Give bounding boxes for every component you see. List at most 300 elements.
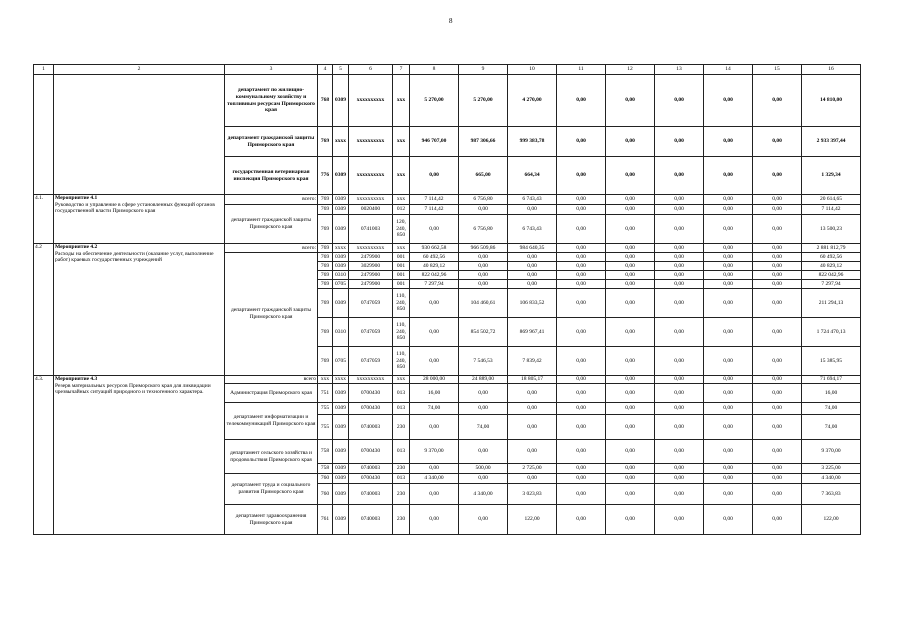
value-cell: 14 810,00: [802, 75, 861, 127]
value-cell: 0,00: [655, 376, 704, 384]
value-cell: 16,00: [410, 384, 459, 403]
value-cell: 0,00: [557, 75, 606, 127]
value-cell: 2479900: [349, 280, 393, 289]
value-cell: 869 967,41: [508, 318, 557, 347]
value-cell: 0,00: [557, 289, 606, 318]
item-title: Мероприятие 4.1: [55, 195, 98, 201]
value-cell: 6 756,80: [459, 215, 508, 244]
value-cell: 122,00: [508, 505, 557, 535]
value-cell: 761: [318, 505, 333, 535]
value-cell: 0,00: [557, 440, 606, 464]
value-cell: 0,00: [606, 271, 655, 280]
value-cell: 0,00: [704, 484, 753, 505]
value-cell: 0,00: [459, 280, 508, 289]
executor-org: департамент гражданской защиты Приморского края: [225, 205, 318, 244]
value-cell: 0,00: [410, 289, 459, 318]
value-cell: 0309: [333, 195, 349, 205]
value-cell: 0,00: [606, 289, 655, 318]
value-cell: 0309: [333, 205, 349, 215]
value-cell: 0,00: [557, 403, 606, 415]
column-header: 8: [410, 65, 459, 75]
value-cell: 0741003: [349, 215, 393, 244]
value-cell: 0309: [333, 403, 349, 415]
value-cell: 0,00: [557, 253, 606, 262]
value-cell: 0,00: [655, 464, 704, 474]
item-name: [54, 75, 225, 195]
value-cell: 0,00: [557, 195, 606, 205]
value-cell: 0,00: [557, 376, 606, 384]
value-cell: 0309: [333, 440, 349, 464]
executor-org: всего:: [225, 244, 318, 253]
value-cell: 0,00: [606, 376, 655, 384]
value-cell: 0,00: [655, 280, 704, 289]
value-cell: 0,00: [704, 505, 753, 535]
value-cell: 769: [318, 347, 333, 376]
value-cell: 0,00: [704, 347, 753, 376]
value-cell: 16,00: [802, 384, 861, 403]
item-number: 4.1.: [34, 195, 54, 244]
value-cell: 104 460,61: [459, 289, 508, 318]
value-cell: 0,00: [753, 403, 802, 415]
value-cell: 758: [318, 440, 333, 464]
value-cell: 74,00: [459, 415, 508, 440]
value-cell: xxx: [393, 75, 410, 127]
value-cell: 0,00: [753, 415, 802, 440]
executor-org: департамент труда и социального развития Приморского края: [225, 474, 318, 505]
value-cell: 0,00: [753, 280, 802, 289]
value-cell: 24 889,00: [459, 376, 508, 384]
column-header: 13: [655, 65, 704, 75]
value-cell: 20 614,65: [802, 195, 861, 205]
item-title: Мероприятие 4.3: [55, 376, 98, 382]
value-cell: 0,00: [606, 75, 655, 127]
value-cell: 0,00: [508, 280, 557, 289]
value-cell: 987 306,66: [459, 127, 508, 157]
value-cell: 0705: [333, 280, 349, 289]
value-cell: 74,00: [802, 415, 861, 440]
value-cell: 0,00: [557, 464, 606, 474]
executor-org: департамент информатизации и телекоммуникаций Приморского края: [225, 403, 318, 440]
value-cell: 0,00: [753, 253, 802, 262]
value-cell: 0747059: [349, 289, 393, 318]
value-cell: xxx: [393, 195, 410, 205]
value-cell: 013: [393, 403, 410, 415]
column-header: 5: [333, 65, 349, 75]
value-cell: 0309: [333, 157, 349, 195]
value-cell: 0,00: [753, 505, 802, 535]
executor-org: всего: [225, 376, 318, 384]
value-cell: 0,00: [606, 384, 655, 403]
executor-org: департамент по жилищно-коммунальному хозяйству и топливным ресурсам Приморского края: [225, 75, 318, 127]
item-name: [54, 195, 225, 244]
value-cell: 0,00: [753, 157, 802, 195]
column-header: 1: [34, 65, 54, 75]
value-cell: 0,00: [753, 262, 802, 271]
value-cell: 966 509,86: [459, 244, 508, 253]
value-cell: 0,00: [655, 474, 704, 484]
value-cell: 0,00: [557, 262, 606, 271]
value-cell: xxxx: [333, 376, 349, 384]
executor-org: департамент здравоохранения Приморского края: [225, 505, 318, 535]
value-cell: 0,00: [704, 195, 753, 205]
value-cell: 1 724 470,13: [802, 318, 861, 347]
value-cell: 7 297,94: [802, 280, 861, 289]
value-cell: 0,00: [459, 262, 508, 271]
value-cell: 15 385,95: [802, 347, 861, 376]
value-cell: 769: [318, 215, 333, 244]
value-cell: 0,00: [459, 505, 508, 535]
value-cell: 769: [318, 195, 333, 205]
value-cell: 0,00: [410, 484, 459, 505]
value-cell: 0,00: [753, 484, 802, 505]
value-cell: 013: [393, 474, 410, 484]
value-cell: 0,00: [753, 289, 802, 318]
value-cell: 0,00: [606, 280, 655, 289]
table-row: [34, 244, 861, 253]
value-cell: xxx: [393, 244, 410, 253]
value-cell: 0,00: [606, 215, 655, 244]
value-cell: 0,00: [655, 127, 704, 157]
value-cell: 7 114,42: [410, 205, 459, 215]
value-cell: 760: [318, 484, 333, 505]
value-cell: 6 756,80: [459, 195, 508, 205]
value-cell: 0,00: [557, 205, 606, 215]
value-cell: xxxxxxxxxx: [349, 75, 393, 127]
value-cell: 768: [318, 75, 333, 127]
value-cell: 0,00: [508, 403, 557, 415]
value-cell: 0,00: [655, 205, 704, 215]
value-cell: 0,00: [655, 415, 704, 440]
value-cell: 0,00: [508, 415, 557, 440]
value-cell: 120, 240, 850: [393, 215, 410, 244]
value-cell: 4 340,00: [459, 484, 508, 505]
value-cell: 0,00: [753, 376, 802, 384]
value-cell: 0700430: [349, 440, 393, 464]
value-cell: 664,34: [508, 157, 557, 195]
value-cell: 0,00: [557, 347, 606, 376]
value-cell: 0,00: [557, 415, 606, 440]
value-cell: 18 805,17: [508, 376, 557, 384]
value-cell: 769: [318, 205, 333, 215]
value-cell: 0,00: [753, 127, 802, 157]
value-cell: 0,00: [410, 215, 459, 244]
value-cell: 0,00: [753, 244, 802, 253]
value-cell: 500,00: [459, 464, 508, 474]
value-cell: 9 370,00: [410, 440, 459, 464]
value-cell: 0,00: [704, 318, 753, 347]
value-cell: xxxx: [333, 244, 349, 253]
value-cell: 0,00: [606, 440, 655, 464]
value-cell: 0,00: [410, 464, 459, 474]
value-cell: 0,00: [704, 205, 753, 215]
value-cell: 0,00: [508, 262, 557, 271]
value-cell: 0,00: [753, 215, 802, 244]
item-title: Мероприятие 4.2: [55, 244, 98, 250]
value-cell: 758: [318, 464, 333, 474]
column-header: 6: [349, 65, 393, 75]
value-cell: 0,00: [655, 318, 704, 347]
value-cell: 9 370,00: [802, 440, 861, 464]
value-cell: 0,00: [753, 384, 802, 403]
item-description: Руководство и управление в сфере установленных функций органов государственной власти Приморского края: [55, 201, 215, 215]
value-cell: 13 500,23: [802, 215, 861, 244]
value-cell: 230: [393, 505, 410, 535]
value-cell: 755: [318, 415, 333, 440]
item-description: Резерв материальных ресурсов Приморского края для ликвидации чрезвычайных ситуаций природного и техногенного характера.: [55, 382, 211, 396]
value-cell: 60 492,56: [802, 253, 861, 262]
value-cell: 854 502,72: [459, 318, 508, 347]
value-cell: 0,00: [606, 347, 655, 376]
value-cell: xxxxxxxxxx: [349, 127, 393, 157]
column-header: 7: [393, 65, 410, 75]
column-header: 15: [753, 65, 802, 75]
value-cell: 2 881 812,79: [802, 244, 861, 253]
value-cell: 769: [318, 318, 333, 347]
value-cell: 0,00: [655, 347, 704, 376]
value-cell: 0020400: [349, 205, 393, 215]
value-cell: 0,00: [557, 157, 606, 195]
value-cell: 0,00: [557, 505, 606, 535]
value-cell: 0,00: [655, 157, 704, 195]
value-cell: 0700430: [349, 403, 393, 415]
value-cell: 0310: [333, 318, 349, 347]
value-cell: 769: [318, 289, 333, 318]
value-cell: 0,00: [753, 474, 802, 484]
item-name: [54, 244, 225, 376]
value-cell: 0309: [333, 464, 349, 474]
value-cell: 001: [393, 253, 410, 262]
column-header: 11: [557, 65, 606, 75]
value-cell: 0,00: [410, 318, 459, 347]
value-cell: 230: [393, 484, 410, 505]
value-cell: xxx: [318, 376, 333, 384]
item-description: Расходы на обеспечение деятельности (оказание услуг, выполнение работ) краевых государственных учреждений: [55, 250, 214, 264]
value-cell: 0309: [333, 474, 349, 484]
value-cell: 0700430: [349, 474, 393, 484]
value-cell: 0,00: [557, 484, 606, 505]
table-row: [34, 75, 861, 127]
value-cell: 230: [393, 464, 410, 474]
value-cell: 0,00: [606, 505, 655, 535]
column-header: 9: [459, 65, 508, 75]
executor-org: департамент сельского хозяйства и продовольствия Приморского края: [225, 440, 318, 474]
value-cell: 7 114,42: [802, 205, 861, 215]
table-row: [34, 376, 861, 384]
value-cell: 0740003: [349, 415, 393, 440]
value-cell: 0,00: [704, 403, 753, 415]
value-cell: 984 640,35: [508, 244, 557, 253]
value-cell: 0310: [333, 271, 349, 280]
value-cell: 0,00: [410, 347, 459, 376]
value-cell: 2 933 397,44: [802, 127, 861, 157]
value-cell: 0,00: [655, 271, 704, 280]
value-cell: 0,00: [704, 464, 753, 474]
value-cell: 28 000,00: [410, 376, 459, 384]
value-cell: 0,00: [508, 384, 557, 403]
value-cell: 0,00: [704, 75, 753, 127]
value-cell: 0,00: [459, 253, 508, 262]
value-cell: xxxx: [333, 127, 349, 157]
value-cell: 0,00: [508, 271, 557, 280]
value-cell: 0,00: [753, 440, 802, 464]
value-cell: 013: [393, 384, 410, 403]
value-cell: 0,00: [557, 474, 606, 484]
value-cell: 0705: [333, 347, 349, 376]
value-cell: 122,00: [802, 505, 861, 535]
value-cell: 0,00: [606, 484, 655, 505]
value-cell: 7 114,42: [410, 195, 459, 205]
value-cell: 0,00: [557, 127, 606, 157]
value-cell: 0,00: [606, 318, 655, 347]
value-cell: 0,00: [655, 262, 704, 271]
value-cell: 0,00: [557, 280, 606, 289]
value-cell: 0,00: [606, 253, 655, 262]
value-cell: 0,00: [459, 271, 508, 280]
value-cell: 0309: [333, 484, 349, 505]
value-cell: 0,00: [655, 289, 704, 318]
header-row: [34, 65, 861, 75]
value-cell: xxxxxxxxxx: [349, 376, 393, 384]
value-cell: 0,00: [459, 474, 508, 484]
value-cell: 760: [318, 474, 333, 484]
value-cell: 0,00: [704, 215, 753, 244]
value-cell: 0,00: [753, 464, 802, 474]
value-cell: 4 340,00: [410, 474, 459, 484]
value-cell: 0,00: [704, 253, 753, 262]
value-cell: 930 662,58: [410, 244, 459, 253]
column-header: 3: [225, 65, 318, 75]
page-number: 8: [449, 17, 453, 25]
value-cell: 0309: [333, 262, 349, 271]
value-cell: 2 725,00: [508, 464, 557, 474]
value-cell: 0,00: [753, 271, 802, 280]
value-cell: 106 833,52: [508, 289, 557, 318]
value-cell: 0,00: [606, 415, 655, 440]
value-cell: 0,00: [655, 505, 704, 535]
value-cell: 0,00: [704, 280, 753, 289]
value-cell: 769: [318, 262, 333, 271]
value-cell: 0309: [333, 415, 349, 440]
value-cell: 001: [393, 280, 410, 289]
value-cell: 013: [393, 440, 410, 464]
item-number: [34, 75, 54, 195]
value-cell: 0,00: [508, 205, 557, 215]
value-cell: 0,00: [704, 271, 753, 280]
value-cell: 0309: [333, 289, 349, 318]
table-row: [34, 195, 861, 205]
value-cell: 7 363,83: [802, 484, 861, 505]
value-cell: 0,00: [606, 403, 655, 415]
value-cell: 0309: [333, 505, 349, 535]
value-cell: 0,00: [557, 271, 606, 280]
value-cell: 0,00: [508, 474, 557, 484]
value-cell: 0,00: [704, 376, 753, 384]
value-cell: 0,00: [655, 75, 704, 127]
value-cell: 6 743,43: [508, 195, 557, 205]
value-cell: 0,00: [655, 195, 704, 205]
value-cell: 769: [318, 244, 333, 253]
value-cell: 60 492,56: [410, 253, 459, 262]
value-cell: 0,00: [753, 347, 802, 376]
value-cell: 6 743,43: [508, 215, 557, 244]
value-cell: 776: [318, 157, 333, 195]
value-cell: 0,00: [655, 384, 704, 403]
value-cell: 0747059: [349, 318, 393, 347]
value-cell: 751: [318, 384, 333, 403]
value-cell: 0,00: [655, 215, 704, 244]
value-cell: 1 329,34: [802, 157, 861, 195]
value-cell: 74,00: [802, 403, 861, 415]
item-number: 4.2: [34, 244, 54, 376]
value-cell: 769: [318, 280, 333, 289]
value-cell: 5 270,00: [410, 75, 459, 127]
value-cell: 4 340,00: [802, 474, 861, 484]
executor-org: всего:: [225, 195, 318, 205]
value-cell: 40 829,12: [410, 262, 459, 271]
value-cell: 2479900: [349, 253, 393, 262]
value-cell: 822 042,96: [802, 271, 861, 280]
value-cell: 0,00: [704, 262, 753, 271]
budget-table: [33, 64, 861, 535]
value-cell: 230: [393, 415, 410, 440]
value-cell: 0,00: [606, 464, 655, 474]
executor-org: Администрация Приморского края: [225, 384, 318, 403]
column-header: 4: [318, 65, 333, 75]
value-cell: xxx: [393, 127, 410, 157]
value-cell: 0740003: [349, 464, 393, 474]
value-cell: 0,00: [655, 244, 704, 253]
value-cell: 0,00: [557, 384, 606, 403]
value-cell: 7 297,94: [410, 280, 459, 289]
value-cell: 0,00: [655, 403, 704, 415]
value-cell: 0,00: [753, 205, 802, 215]
value-cell: 0,00: [459, 440, 508, 464]
value-cell: 769: [318, 253, 333, 262]
value-cell: 946 707,00: [410, 127, 459, 157]
value-cell: 211 294,13: [802, 289, 861, 318]
value-cell: 0747059: [349, 347, 393, 376]
value-cell: 71 694,17: [802, 376, 861, 384]
value-cell: 0,00: [606, 205, 655, 215]
value-cell: 0,00: [606, 195, 655, 205]
value-cell: xxxxxxxxxx: [349, 157, 393, 195]
executor-org: департамент гражданской защиты Приморского края: [225, 127, 318, 157]
column-header: 10: [508, 65, 557, 75]
value-cell: 2479900: [349, 271, 393, 280]
value-cell: 110, 240, 850: [393, 347, 410, 376]
value-cell: 0,00: [459, 403, 508, 415]
value-cell: 0,00: [410, 157, 459, 195]
value-cell: 001: [393, 271, 410, 280]
item-number: 4.3.: [34, 376, 54, 535]
value-cell: xxxxxxxxxx: [349, 195, 393, 205]
value-cell: 822 042,96: [410, 271, 459, 280]
value-cell: 0,00: [753, 318, 802, 347]
executor-org: департамент гражданской защиты Приморского края: [225, 253, 318, 376]
value-cell: 0,00: [606, 157, 655, 195]
value-cell: 0740003: [349, 505, 393, 535]
value-cell: 0,00: [704, 244, 753, 253]
value-cell: 110, 240, 850: [393, 289, 410, 318]
value-cell: 0,00: [606, 127, 655, 157]
value-cell: 0,00: [508, 440, 557, 464]
value-cell: 0,00: [704, 384, 753, 403]
value-cell: 0,00: [704, 157, 753, 195]
value-cell: 4 270,00: [508, 75, 557, 127]
value-cell: 110, 240, 850: [393, 318, 410, 347]
value-cell: 769: [318, 127, 333, 157]
value-cell: 0,00: [410, 415, 459, 440]
